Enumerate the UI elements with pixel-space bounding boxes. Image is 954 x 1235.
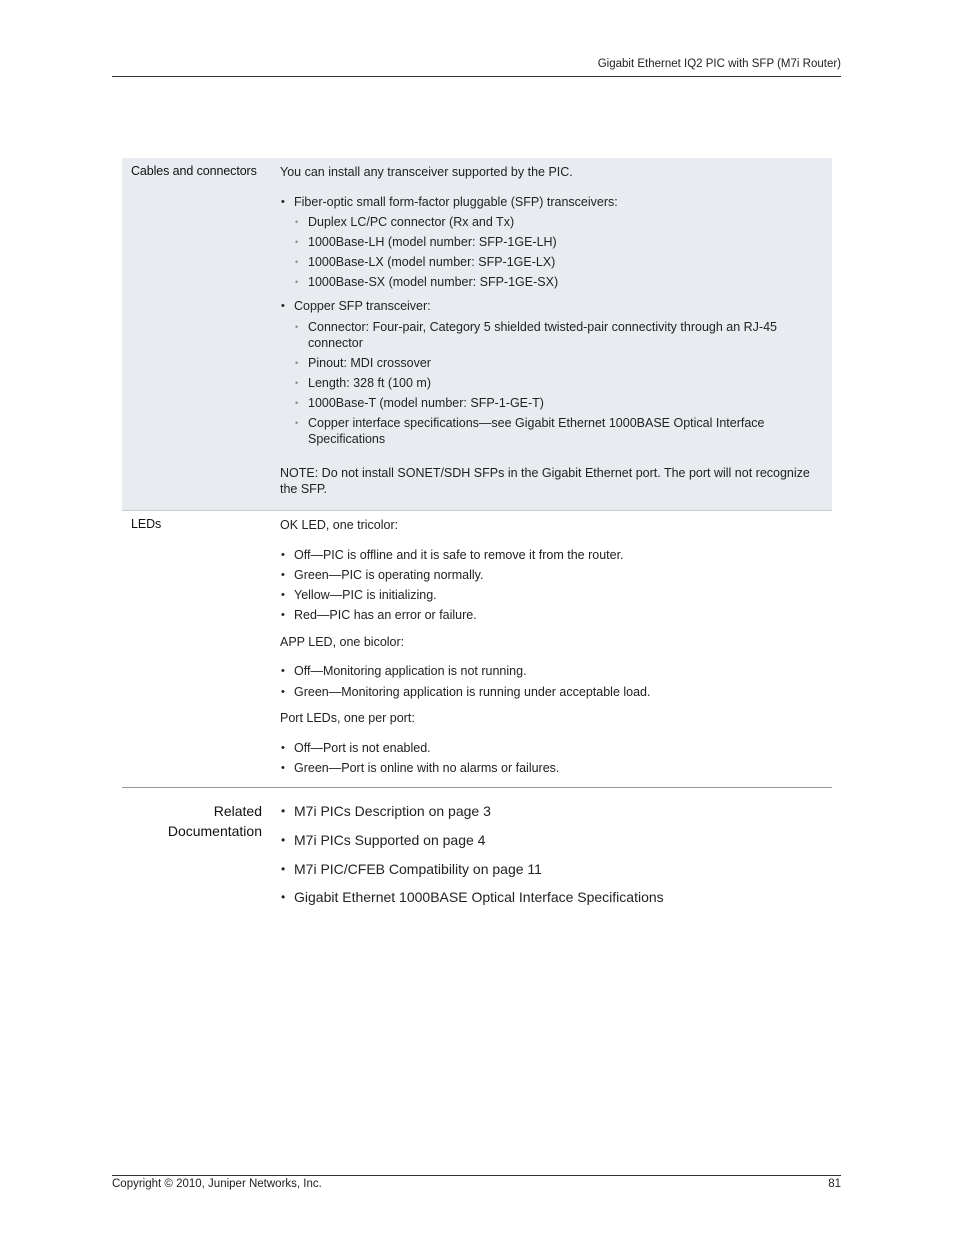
related-documentation-heading [168, 802, 262, 841]
leds-content [280, 517, 825, 776]
list-item-copper [280, 298, 825, 447]
related-link-m7i-pics-description[interactable]: • M7i PICs Description on page 3 [280, 802, 840, 822]
port-led-item: • Off—Port is not enabled. [280, 740, 825, 756]
app-led-intro: APP LED, one bicolor: [280, 635, 405, 649]
copper-label: Copper SFP transceiver: [294, 299, 431, 313]
footer-divider [112, 1175, 841, 1176]
related-link-m7i-pics-supported[interactable]: • M7i PICs Supported on page 4 [280, 831, 840, 851]
app-led-item: • Green—Monitoring application is running under acceptable load. [280, 684, 825, 700]
fiber-item: • 1000Base-SX (model number: SFP-1GE-SX) [280, 274, 825, 290]
spec-row-leds [122, 511, 832, 788]
fiber-item: • 1000Base-LH (model number: SFP-1GE-LH) [280, 234, 825, 250]
copper-sublist [280, 319, 825, 447]
port-led-list [280, 740, 825, 776]
cables-content [280, 164, 825, 497]
copper-item: • Length: 328 ft (100 m) [280, 375, 825, 391]
fiber-sublist [280, 214, 825, 290]
app-led-list [280, 663, 825, 700]
app-led-item: • Off—Monitoring application is not running. [280, 663, 825, 679]
ok-led-item: • Red—PIC has an error or failure. [280, 607, 825, 623]
related-link-pic-cfeb-compatibility[interactable]: • M7i PIC/CFEB Compatibility on page 11 [280, 860, 840, 880]
transceiver-list [280, 194, 825, 447]
copper-item: • 1000Base-T (model number: SFP-1-GE-T) [280, 395, 825, 411]
related-label-line1: Related [213, 803, 262, 819]
cables-intro: You can install any transceiver supported by the PIC. [280, 165, 573, 179]
cables-note: NOTE: Do not install SONET/SDH SFPs in the Gigabit Ethernet port. The port will not recognize the SFP. [280, 466, 810, 496]
footer-copyright: Copyright © 2010, Juniper Networks, Inc. [112, 1178, 322, 1190]
copper-item: • Connector: Four-pair, Category 5 shielded twisted-pair connectivity through an RJ-45 connector [280, 319, 825, 351]
port-led-intro: Port LEDs, one per port: [280, 711, 415, 725]
related-link-optical-interface-specs[interactable]: • Gigabit Ethernet 1000BASE Optical Interface Specifications [280, 888, 840, 908]
header-divider [112, 76, 841, 77]
related-documentation-list [280, 802, 840, 917]
spec-row-cables [122, 158, 832, 511]
ok-led-list [280, 547, 825, 623]
row-label-cables: Cables and connectors [131, 164, 257, 178]
row-label-leds: LEDs [131, 517, 162, 531]
fiber-label: Fiber-optic small form-factor pluggable (SFP) transceivers: [294, 195, 618, 209]
fiber-item: • 1000Base-LX (model number: SFP-1GE-LX) [280, 254, 825, 270]
list-item-fiber [280, 194, 825, 290]
ok-led-item: • Green—PIC is operating normally. [280, 567, 825, 583]
page-number: 81 [828, 1178, 841, 1190]
ok-led-item: • Off—PIC is offline and it is safe to remove it from the router. [280, 547, 825, 563]
copper-item: • Copper interface specifications—see Gigabit Ethernet 1000BASE Optical Interface Specifications [280, 415, 798, 447]
page-header-title: Gigabit Ethernet IQ2 PIC with SFP (M7i Router) [597, 58, 841, 70]
related-label-line2: Documentation [167, 822, 262, 839]
copper-item: • Pinout: MDI crossover [280, 355, 825, 371]
ok-led-intro: OK LED, one tricolor: [280, 518, 399, 532]
ok-led-item: • Yellow—PIC is initializing. [280, 587, 825, 603]
fiber-item: • Duplex LC/PC connector (Rx and Tx) [280, 214, 825, 230]
port-led-item: • Green—Port is online with no alarms or failures. [280, 760, 825, 776]
